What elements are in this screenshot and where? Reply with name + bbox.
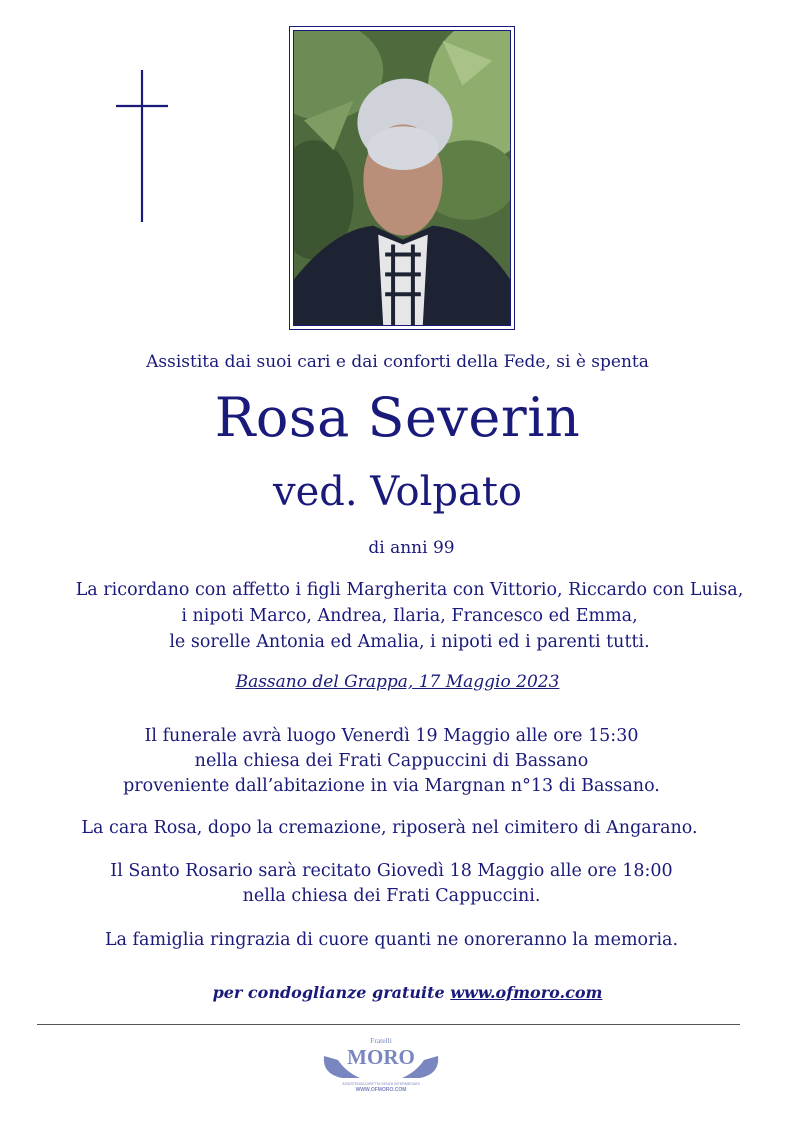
thanks-text: La famiglia ringrazia di cuore quanti ne onoreranno la memoria.	[104, 930, 679, 950]
condolences-label: per condoglianze gratuite	[212, 983, 445, 1002]
portrait-photo	[293, 30, 511, 326]
rosary-line: Il Santo Rosario sarà recitato Giovedì 18 Maggio alle ore 18:00	[110, 861, 673, 881]
funeral-line: proveniente dall’abitazione in via Margnan n°13 di Bassano.	[123, 776, 660, 796]
burial-text: La cara Rosa, dopo la cremazione, riposerà nel cimitero di Angarano.	[81, 818, 698, 838]
rosary-paragraph	[0, 859, 789, 909]
logo-main-text: MORO	[347, 1045, 415, 1069]
funeral-home-logo	[320, 1034, 442, 1094]
condolences-line	[10, 983, 795, 1002]
cross-icon	[116, 70, 168, 222]
relatives-paragraph	[12, 577, 795, 655]
place-date: Bassano del Grappa, 17 Maggio 2023	[235, 672, 560, 692]
funeral-line: nella chiesa dei Frati Cappuccini di Bassano	[194, 751, 589, 771]
relatives-line: le sorelle Antonia ed Amalia, i nipoti ed i parenti tutti.	[169, 632, 650, 652]
widow-of: ved. Volpato	[272, 469, 522, 515]
relatives-line: i nipoti Marco, Andrea, Ilaria, Francesco ed Emma,	[181, 606, 638, 626]
divider	[37, 1024, 740, 1025]
intro-text: Assistita dai suoi cari e dai conforti della Fede, si è spenta	[146, 352, 649, 372]
logo-url: WWW.OFMORO.COM	[355, 1087, 407, 1093]
logo-top-text: Fratelli	[370, 1036, 392, 1045]
portrait-frame	[289, 26, 515, 330]
deceased-name: Rosa Severin	[214, 386, 581, 449]
rosary-line: nella chiesa dei Frati Cappuccini.	[242, 886, 541, 906]
age-text: di anni 99	[368, 538, 455, 558]
logo-tagline: ASSISTENZA DIRETTA SENZA INTERMEDIARI	[342, 1082, 420, 1086]
funeral-line: Il funerale avrà luogo Venerdì 19 Maggio alle ore 15:30	[144, 726, 639, 746]
funeral-paragraph	[0, 724, 789, 799]
relatives-line: La ricordano con affetto i figli Margherita con Vittorio, Riccardo con Luisa,	[75, 580, 744, 600]
condolences-link[interactable]: www.ofmoro.com	[450, 983, 603, 1002]
